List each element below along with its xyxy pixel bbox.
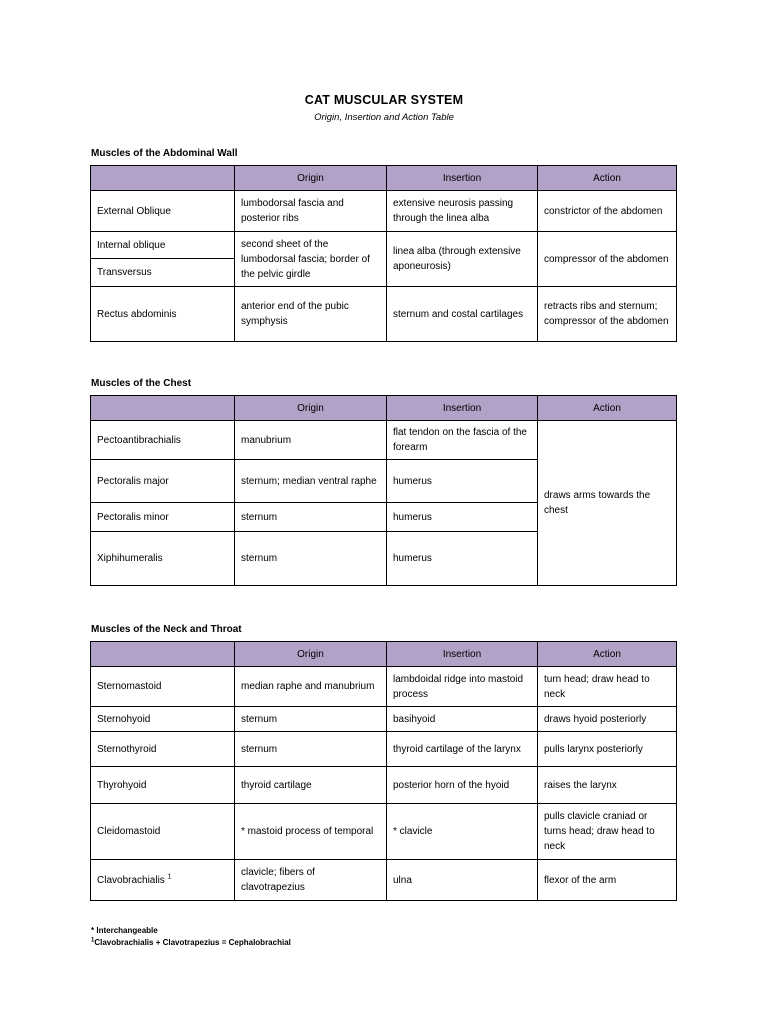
origin-cell: sternum xyxy=(235,532,387,586)
origin-cell: sternum xyxy=(235,503,387,532)
footnote-text: Clavobrachialis + Clavotrapezius = Cephalobrachial xyxy=(94,938,291,947)
action-cell: compressor of the abdomen xyxy=(538,232,677,287)
column-header-muscle xyxy=(91,166,235,191)
insertion-cell: extensive neurosis passing through the linea alba xyxy=(387,191,538,232)
muscle-name: Xiphihumeralis xyxy=(91,532,235,586)
column-header-muscle xyxy=(91,642,235,667)
section-heading-neck-throat: Muscles of the Neck and Throat xyxy=(91,624,242,635)
table-chest xyxy=(90,395,677,586)
origin-cell: second sheet of the lumbodorsal fascia; border of the pelvic girdle xyxy=(235,232,387,287)
muscle-name-text: Clavobrachialis xyxy=(97,874,165,886)
muscle-name: Rectus abdominis xyxy=(91,287,235,342)
origin-cell: sternum; median ventral raphe xyxy=(235,460,387,503)
section-heading-chest: Muscles of the Chest xyxy=(91,378,192,389)
muscle-name: Pectoantibrachialis xyxy=(91,421,235,460)
footnotes xyxy=(91,925,291,949)
muscle-name: Transversus xyxy=(91,259,235,287)
muscle-name: External Oblique xyxy=(91,191,235,232)
column-header-origin: Origin xyxy=(235,166,387,191)
insertion-cell: flat tendon on the fascia of the forearm xyxy=(387,421,538,460)
table-row xyxy=(91,232,677,259)
action-cell: pulls clavicle craniad or turns head; draw head to neck xyxy=(538,804,677,860)
insertion-cell: posterior horn of the hyoid xyxy=(387,767,538,804)
column-header-insertion: Insertion xyxy=(387,642,538,667)
muscle-name: Sternomastoid xyxy=(91,667,235,707)
column-header-origin: Origin xyxy=(235,396,387,421)
origin-cell: lumbodorsal fascia and posterior ribs xyxy=(235,191,387,232)
insertion-cell: sternum and costal cartilages xyxy=(387,287,538,342)
action-cell: turn head; draw head to neck xyxy=(538,667,677,707)
action-cell: flexor of the arm xyxy=(538,860,677,901)
insertion-cell: basihyoid xyxy=(387,707,538,732)
muscle-name xyxy=(91,860,235,901)
shared-action-cell: draws arms towards the chest xyxy=(538,421,677,586)
origin-cell: manubrium xyxy=(235,421,387,460)
table-neck-throat xyxy=(90,641,677,901)
table-header-row xyxy=(91,166,677,191)
insertion-cell: ulna xyxy=(387,860,538,901)
origin-cell: median raphe and manubrium xyxy=(235,667,387,707)
table-row xyxy=(91,707,677,732)
origin-cell: sternum xyxy=(235,707,387,732)
footnote-marker: 1 xyxy=(91,937,95,944)
column-header-action: Action xyxy=(538,396,677,421)
column-header-action: Action xyxy=(538,166,677,191)
table-row xyxy=(91,804,677,860)
action-cell: pulls larynx posteriorly xyxy=(538,732,677,767)
column-header-insertion: Insertion xyxy=(387,166,538,191)
table-row xyxy=(91,421,677,460)
origin-cell: anterior end of the pubic symphysis xyxy=(235,287,387,342)
table-header-row xyxy=(91,642,677,667)
muscle-name: Pectoralis major xyxy=(91,460,235,503)
footnote-marker: * xyxy=(91,926,95,935)
footnote-text: Interchangeable xyxy=(96,926,158,935)
origin-cell: sternum xyxy=(235,732,387,767)
insertion-cell: humerus xyxy=(387,503,538,532)
column-header-origin: Origin xyxy=(235,642,387,667)
insertion-cell: lambdoidal ridge into mastoid process xyxy=(387,667,538,707)
insertion-cell: * clavicle xyxy=(387,804,538,860)
table-row xyxy=(91,191,677,232)
table-row xyxy=(91,767,677,804)
footnote-interchangeable xyxy=(91,925,291,937)
muscle-name: Sternohyoid xyxy=(91,707,235,732)
muscle-name: Pectoralis minor xyxy=(91,503,235,532)
insertion-cell: thyroid cartilage of the larynx xyxy=(387,732,538,767)
table-row xyxy=(91,860,677,901)
page-title: CAT MUSCULAR SYSTEM xyxy=(304,93,464,107)
insertion-cell: humerus xyxy=(387,460,538,503)
table-abdominal-wall xyxy=(90,165,677,342)
action-cell: retracts ribs and sternum; compressor of the abdomen xyxy=(538,287,677,342)
column-header-insertion: Insertion xyxy=(387,396,538,421)
table-row xyxy=(91,732,677,767)
table-row xyxy=(91,287,677,342)
column-header-action: Action xyxy=(538,642,677,667)
origin-cell: thyroid cartilage xyxy=(235,767,387,804)
footnote-cephalobrachial xyxy=(91,937,291,949)
muscle-name: Internal oblique xyxy=(91,232,235,259)
column-header-muscle xyxy=(91,396,235,421)
origin-cell: * mastoid process of temporal xyxy=(235,804,387,860)
page-subtitle: Origin, Insertion and Action Table xyxy=(314,112,454,123)
insertion-cell: linea alba (through extensive aponeurosis) xyxy=(387,232,538,287)
muscle-name: Cleidomastoid xyxy=(91,804,235,860)
muscle-name: Sternothyroid xyxy=(91,732,235,767)
action-cell: raises the larynx xyxy=(538,767,677,804)
muscle-name: Thyrohyoid xyxy=(91,767,235,804)
section-heading-abdominal-wall: Muscles of the Abdominal Wall xyxy=(91,148,238,159)
footnote-marker: 1 xyxy=(167,873,172,881)
insertion-cell: humerus xyxy=(387,532,538,586)
table-header-row xyxy=(91,396,677,421)
table-row xyxy=(91,667,677,707)
action-cell: draws hyoid posteriorly xyxy=(538,707,677,732)
action-cell: constrictor of the abdomen xyxy=(538,191,677,232)
origin-cell: clavicle; fibers of clavotrapezius xyxy=(235,860,387,901)
